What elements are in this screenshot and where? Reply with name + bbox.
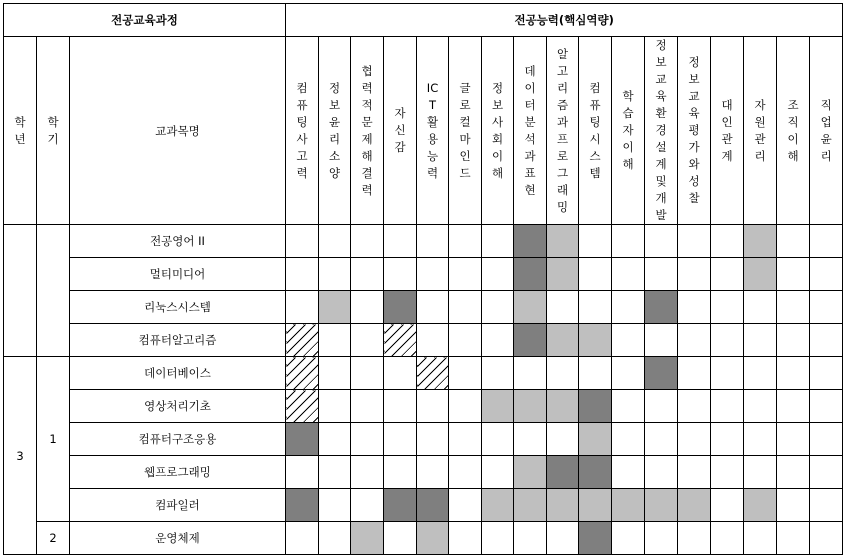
matrix-cell <box>351 423 384 456</box>
matrix-cell <box>482 456 514 489</box>
competency-matrix-table <box>3 3 843 555</box>
matrix-cell-light <box>351 522 384 555</box>
competency-header-7: 정보사회이해 <box>482 37 514 225</box>
semester-cell: 1 <box>37 357 70 522</box>
matrix-cell <box>744 456 777 489</box>
matrix-cell <box>319 390 351 423</box>
table-row <box>4 357 843 390</box>
matrix-cell <box>711 324 744 357</box>
matrix-cell <box>514 423 547 456</box>
matrix-cell <box>449 324 482 357</box>
matrix-cell-light <box>547 258 579 291</box>
matrix-cell <box>384 258 417 291</box>
matrix-cell <box>744 522 777 555</box>
matrix-cell <box>351 291 384 324</box>
matrix-cell <box>777 423 810 456</box>
matrix-cell <box>744 324 777 357</box>
matrix-cell <box>449 225 482 258</box>
course-name: 리눅스시스템 <box>70 291 286 324</box>
matrix-cell-light <box>319 291 351 324</box>
matrix-cell <box>449 357 482 390</box>
matrix-cell-dark <box>579 456 612 489</box>
matrix-cell <box>351 456 384 489</box>
matrix-cell <box>547 423 579 456</box>
matrix-cell-hatch <box>286 357 319 390</box>
matrix-cell <box>417 456 449 489</box>
matrix-cell <box>777 456 810 489</box>
competency-header-3: 협력적문제해결력 <box>351 37 384 225</box>
matrix-cell <box>810 390 843 423</box>
matrix-cell <box>678 258 711 291</box>
matrix-cell <box>744 291 777 324</box>
matrix-cell-dark <box>645 357 678 390</box>
matrix-cell <box>417 390 449 423</box>
year-cell-empty <box>4 225 37 357</box>
matrix-cell <box>678 423 711 456</box>
matrix-cell <box>612 456 645 489</box>
matrix-cell <box>449 258 482 291</box>
matrix-cell <box>482 324 514 357</box>
matrix-cell <box>579 291 612 324</box>
matrix-cell-dark <box>579 390 612 423</box>
matrix-cell <box>678 357 711 390</box>
matrix-cell-light <box>579 324 612 357</box>
competency-header-12: 정보교육환경설계및개발 <box>645 37 678 225</box>
matrix-cell <box>384 456 417 489</box>
matrix-cell-dark <box>286 423 319 456</box>
matrix-cell <box>417 423 449 456</box>
competency-header-13: 정보교육평가와성찰 <box>678 37 711 225</box>
matrix-cell <box>777 324 810 357</box>
matrix-cell <box>286 522 319 555</box>
matrix-cell <box>319 423 351 456</box>
matrix-cell <box>777 258 810 291</box>
table-row <box>4 324 843 357</box>
matrix-cell-hatch <box>286 324 319 357</box>
competency-header: 전공능력(핵심역량) <box>286 4 843 37</box>
matrix-cell-hatch <box>384 324 417 357</box>
matrix-cell <box>449 456 482 489</box>
matrix-cell <box>612 291 645 324</box>
matrix-cell <box>351 225 384 258</box>
matrix-cell-hatch <box>286 390 319 423</box>
matrix-cell <box>579 258 612 291</box>
matrix-cell <box>777 489 810 522</box>
competency-header-17: 직업윤리 <box>810 37 843 225</box>
matrix-cell <box>319 522 351 555</box>
matrix-cell <box>612 357 645 390</box>
course-name: 웹프로그래밍 <box>70 456 286 489</box>
matrix-cell <box>777 291 810 324</box>
course-header: 교과목명 <box>70 37 286 225</box>
matrix-cell <box>645 390 678 423</box>
semester-cell-empty <box>37 225 70 357</box>
matrix-cell <box>612 390 645 423</box>
course-name: 컴퓨터구조응용 <box>70 423 286 456</box>
curriculum-header: 전공교육과정 <box>4 4 286 37</box>
matrix-cell <box>547 522 579 555</box>
matrix-cell <box>482 225 514 258</box>
matrix-cell <box>810 522 843 555</box>
matrix-cell <box>449 489 482 522</box>
competency-header-8: 데이터분석과표현 <box>514 37 547 225</box>
matrix-cell <box>384 522 417 555</box>
matrix-cell <box>482 423 514 456</box>
matrix-cell <box>286 258 319 291</box>
competency-header-5: ICT활용능력 <box>417 37 449 225</box>
matrix-cell <box>612 324 645 357</box>
competency-header-9: 알고리즘과프로그래밍 <box>547 37 579 225</box>
matrix-cell <box>810 423 843 456</box>
matrix-cell <box>384 423 417 456</box>
matrix-cell <box>319 456 351 489</box>
course-name: 데이터베이스 <box>70 357 286 390</box>
matrix-cell-light <box>547 324 579 357</box>
matrix-cell-dark <box>547 456 579 489</box>
matrix-cell <box>482 291 514 324</box>
matrix-cell <box>678 390 711 423</box>
table-row <box>4 489 843 522</box>
matrix-cell <box>514 522 547 555</box>
matrix-cell <box>678 522 711 555</box>
matrix-cell <box>810 456 843 489</box>
matrix-cell <box>319 324 351 357</box>
matrix-cell <box>645 258 678 291</box>
matrix-cell <box>319 225 351 258</box>
matrix-cell <box>351 357 384 390</box>
matrix-cell <box>711 423 744 456</box>
matrix-cell <box>711 291 744 324</box>
matrix-cell <box>744 423 777 456</box>
matrix-cell <box>777 390 810 423</box>
matrix-cell <box>449 291 482 324</box>
competency-header-16: 조직이해 <box>777 37 810 225</box>
course-name: 영상처리기초 <box>70 390 286 423</box>
matrix-cell <box>711 258 744 291</box>
matrix-cell <box>482 357 514 390</box>
matrix-cell <box>678 324 711 357</box>
matrix-cell <box>645 423 678 456</box>
course-name: 컴퓨터알고리즘 <box>70 324 286 357</box>
matrix-cell-light <box>579 423 612 456</box>
matrix-cell <box>449 390 482 423</box>
competency-header-14: 대인관계 <box>711 37 744 225</box>
matrix-cell <box>286 291 319 324</box>
matrix-cell-light <box>514 291 547 324</box>
table-row <box>4 390 843 423</box>
matrix-cell <box>645 225 678 258</box>
matrix-cell <box>579 357 612 390</box>
matrix-cell-light <box>744 489 777 522</box>
matrix-cell-light <box>482 489 514 522</box>
matrix-cell-light <box>482 390 514 423</box>
matrix-cell <box>319 357 351 390</box>
matrix-cell-light <box>514 489 547 522</box>
matrix-cell <box>810 324 843 357</box>
matrix-cell <box>711 357 744 390</box>
matrix-cell <box>319 489 351 522</box>
competency-header-1: 컴퓨팅사고력 <box>286 37 319 225</box>
matrix-cell <box>286 225 319 258</box>
matrix-cell-light <box>579 489 612 522</box>
table-row <box>4 291 843 324</box>
matrix-cell-light <box>612 489 645 522</box>
matrix-cell-dark <box>514 225 547 258</box>
matrix-cell <box>384 357 417 390</box>
matrix-cell-dark <box>417 489 449 522</box>
matrix-cell <box>810 291 843 324</box>
matrix-cell <box>579 225 612 258</box>
matrix-cell <box>777 225 810 258</box>
matrix-cell-light <box>547 489 579 522</box>
matrix-cell <box>810 489 843 522</box>
matrix-cell <box>711 390 744 423</box>
matrix-cell <box>810 225 843 258</box>
matrix-cell <box>678 456 711 489</box>
matrix-cell-dark <box>514 258 547 291</box>
matrix-cell <box>417 225 449 258</box>
matrix-cell-hatch <box>417 357 449 390</box>
matrix-cell <box>612 522 645 555</box>
year-cell: 3 <box>4 357 37 555</box>
matrix-cell <box>319 258 351 291</box>
table-row <box>4 423 843 456</box>
matrix-cell-dark <box>384 489 417 522</box>
matrix-cell-dark <box>286 489 319 522</box>
matrix-cell <box>351 258 384 291</box>
matrix-cell <box>351 489 384 522</box>
matrix-cell <box>547 357 579 390</box>
course-name: 운영체제 <box>70 522 286 555</box>
matrix-cell <box>449 423 482 456</box>
matrix-cell <box>417 291 449 324</box>
year-header: 학년 <box>4 37 37 225</box>
matrix-cell <box>384 225 417 258</box>
matrix-cell <box>744 357 777 390</box>
matrix-cell-dark <box>579 522 612 555</box>
matrix-cell <box>482 522 514 555</box>
matrix-cell-light <box>514 390 547 423</box>
matrix-cell <box>711 456 744 489</box>
matrix-cell <box>810 258 843 291</box>
matrix-cell <box>547 291 579 324</box>
matrix-cell-light <box>645 489 678 522</box>
matrix-cell <box>678 291 711 324</box>
matrix-cell-light <box>744 258 777 291</box>
matrix-cell <box>351 390 384 423</box>
competency-header-11: 학습자이해 <box>612 37 645 225</box>
matrix-cell <box>777 357 810 390</box>
matrix-cell-light <box>547 225 579 258</box>
course-name: 멀티미디어 <box>70 258 286 291</box>
matrix-cell <box>417 324 449 357</box>
table-row <box>4 258 843 291</box>
matrix-cell-light <box>514 456 547 489</box>
matrix-cell-light <box>547 390 579 423</box>
matrix-cell <box>711 225 744 258</box>
matrix-cell <box>482 258 514 291</box>
matrix-cell <box>645 324 678 357</box>
matrix-cell-light <box>678 489 711 522</box>
matrix-cell <box>645 522 678 555</box>
course-name: 컴파일러 <box>70 489 286 522</box>
matrix-cell <box>612 423 645 456</box>
matrix-cell <box>744 390 777 423</box>
competency-header-10: 컴퓨팅시스템 <box>579 37 612 225</box>
matrix-cell <box>351 324 384 357</box>
course-name: 전공영어 II <box>70 225 286 258</box>
matrix-cell <box>417 258 449 291</box>
matrix-cell <box>777 522 810 555</box>
table-row <box>4 225 843 258</box>
table-row <box>4 522 843 555</box>
matrix-cell <box>384 390 417 423</box>
semester-cell: 2 <box>37 522 70 555</box>
semester-header: 학기 <box>37 37 70 225</box>
competency-header-15: 자원관리 <box>744 37 777 225</box>
matrix-cell-dark <box>645 291 678 324</box>
matrix-cell <box>645 456 678 489</box>
matrix-cell <box>711 522 744 555</box>
matrix-cell-light <box>417 522 449 555</box>
matrix-cell <box>678 225 711 258</box>
competency-header-6: 글로컬마인드 <box>449 37 482 225</box>
matrix-cell <box>711 489 744 522</box>
matrix-cell <box>612 225 645 258</box>
matrix-cell-light <box>744 225 777 258</box>
matrix-cell <box>449 522 482 555</box>
matrix-cell-dark <box>384 291 417 324</box>
table-row <box>4 456 843 489</box>
matrix-cell <box>514 357 547 390</box>
competency-header-4: 자신감 <box>384 37 417 225</box>
matrix-cell-dark <box>514 324 547 357</box>
matrix-cell <box>810 357 843 390</box>
matrix-cell <box>286 456 319 489</box>
competency-header-2: 정보윤리소양 <box>319 37 351 225</box>
matrix-cell <box>612 258 645 291</box>
